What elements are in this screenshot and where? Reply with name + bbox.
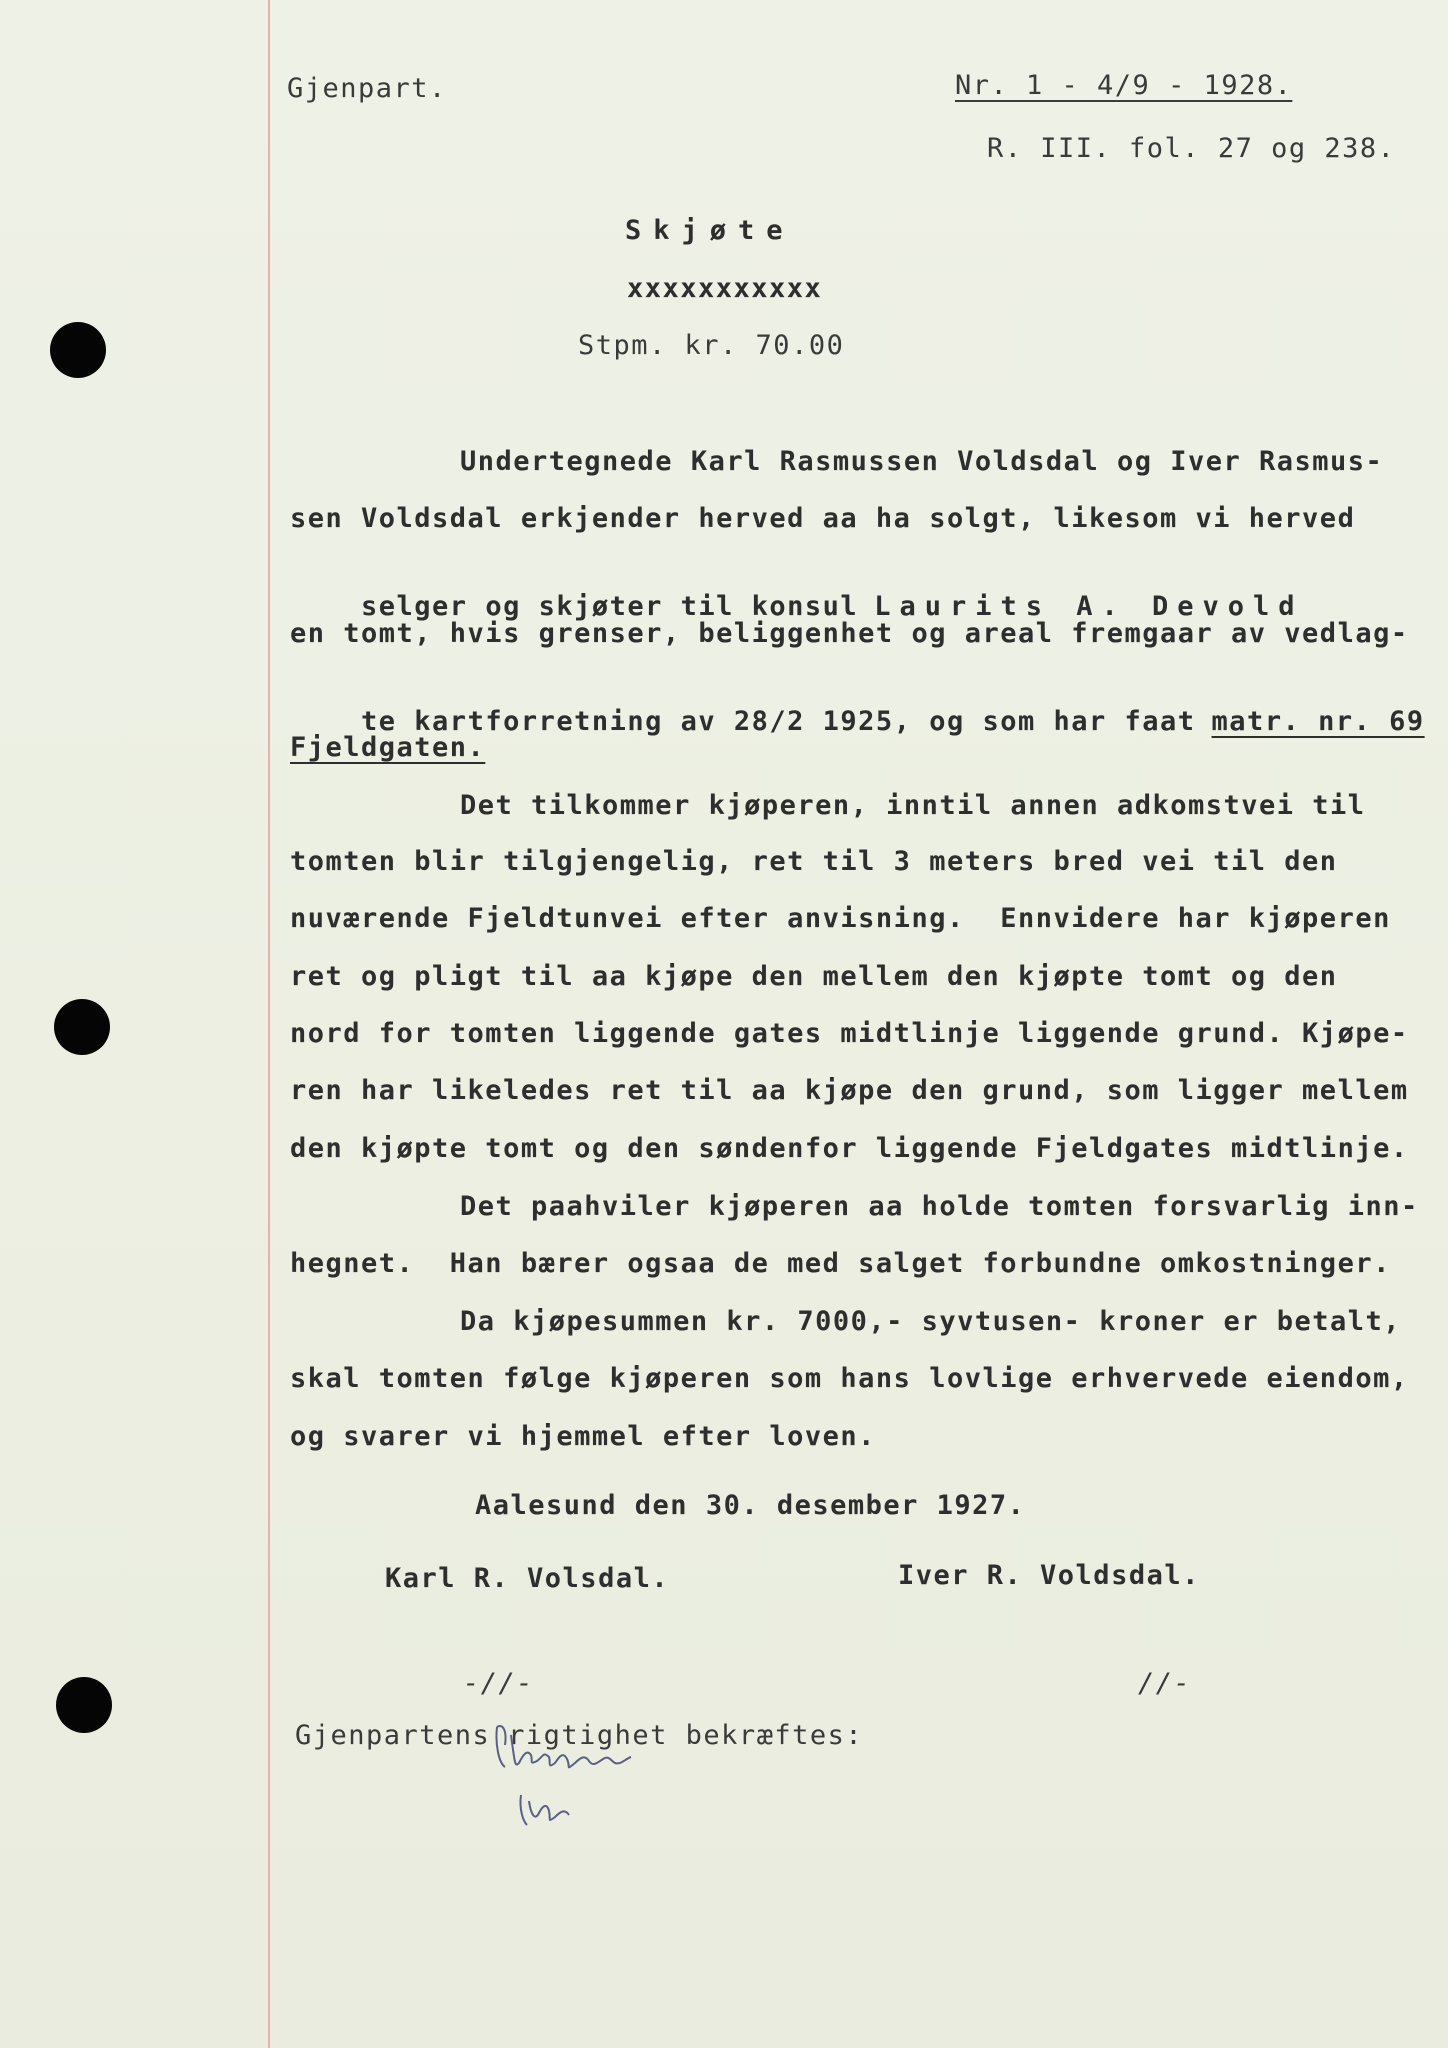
certification-text: Gjenpartens rigtighet bekræftes: [295, 1720, 864, 1751]
body-line-6: Det tilkommer kjøperen, inntil annen adkomstvei til [460, 790, 1366, 821]
body-line-13: Det paahviler kjøperen aa holde tomten forsvarlig inn- [460, 1191, 1419, 1222]
body-line-17: og svarer vi hjemmel efter loven. [290, 1421, 876, 1452]
stamp-fee: Stpm. kr. 70.00 [578, 330, 845, 361]
copy-label: Gjenpart. [287, 73, 447, 104]
property-street: Fjeldgaten. [290, 732, 486, 763]
folio-reference: R. III. fol. 27 og 238. [987, 133, 1396, 164]
handwritten-signature [485, 1705, 655, 1840]
crossed-out-text: xxxxxxxxxxx [627, 273, 823, 304]
margin-rule [268, 0, 270, 2048]
body-line-5-text: te kartforretning av 28/2 1925, og som har faat [361, 706, 1196, 737]
buyer-name: Laurits A. Devold [874, 591, 1304, 622]
signature-mark-1: -//- [463, 1668, 535, 1699]
body-line-15: Da kjøpesummen kr. 7000,- syvtusen- kroner er betalt, [460, 1306, 1402, 1337]
signer-2: Iver R. Voldsdal. [898, 1560, 1200, 1591]
signature-mark-2: //- [1138, 1668, 1192, 1699]
punch-hole-middle [54, 999, 110, 1055]
body-line-7: tomten blir tilgjengelig, ret til 3 meters bred vei til den [290, 846, 1338, 877]
property-reference: matr. nr. 69 [1211, 706, 1425, 737]
body-line-2: sen Voldsdal erkjender herved aa ha solgt, likesom vi herved [290, 503, 1356, 534]
body-line-1: Undertegnede Karl Rasmussen Voldsdal og Iver Rasmus- [460, 446, 1384, 477]
body-line-14: hegnet. Han bærer ogsaa de med salget forbundne omkostninger. [290, 1248, 1391, 1279]
body-line-8: nuværende Fjeldtunvei efter anvisning. Ennvidere har kjøperen [290, 903, 1391, 934]
body-line-11: ren har likeledes ret til aa kjøpe den grund, som ligger mellem [290, 1075, 1409, 1106]
body-line-4: en tomt, hvis grenser, beliggenhet og areal fremgaar av vedlag- [290, 618, 1409, 649]
record-number: Nr. 1 - 4/9 - 1928. [955, 70, 1293, 101]
document-title: Skjøte [625, 215, 795, 246]
body-line-10: nord for tomten liggende gates midtlinje liggende grund. Kjøpe- [290, 1018, 1409, 1049]
place-date: Aalesund den 30. desember 1927. [475, 1490, 1026, 1521]
body-line-12: den kjøpte tomt og den søndenfor liggende Fjeldgates midtlinje. [290, 1133, 1409, 1164]
punch-hole-bottom [56, 1677, 112, 1733]
body-line-3-text: selger og skjøter til konsul [361, 591, 859, 622]
body-line-9: ret og pligt til aa kjøpe den mellem den kjøpte tomt og den [290, 961, 1338, 992]
body-line-16: skal tomten følge kjøperen som hans lovlige erhvervede eiendom, [290, 1363, 1409, 1394]
punch-hole-top [50, 322, 106, 378]
signer-1: Karl R. Volsdal. [385, 1563, 670, 1594]
